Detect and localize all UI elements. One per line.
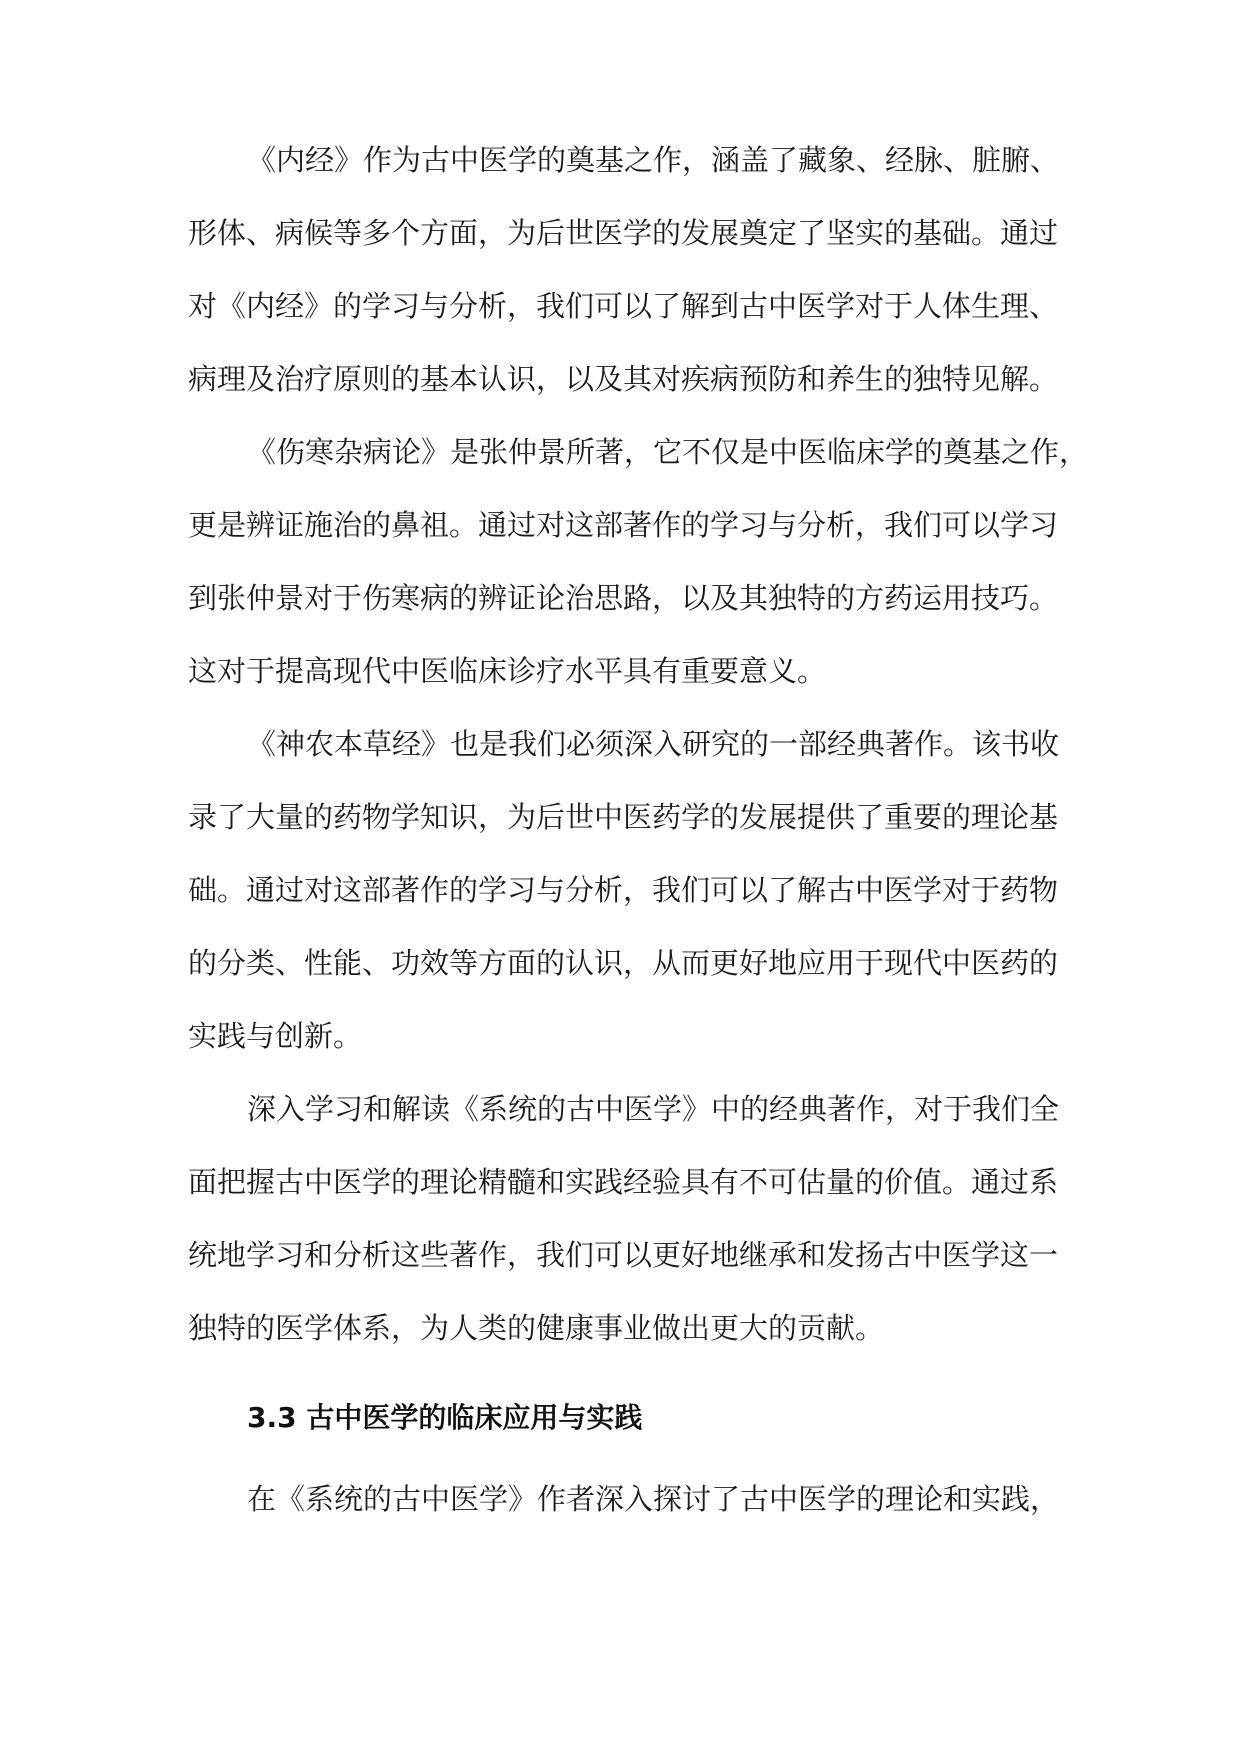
paragraph-3-line-3: 础。通过对这部著作的学习与分析，我们可以了解古中医学对于药物 <box>188 873 1059 907</box>
paragraph-1-line-4: 病理及治疗原则的基本认识，以及其对疾病预防和养生的独特见解。 <box>188 362 1059 396</box>
paragraph-4-line-1: 深入学习和解读《系统的古中医学》中的经典著作，对于我们全 <box>247 1092 1060 1126</box>
paragraph-3-line-5: 实践与创新。 <box>188 1019 363 1053</box>
section-paragraph-line-1: 在《系统的古中医学》作者深入探讨了古中医学的理论和实践， <box>247 1482 1060 1516</box>
paragraph-2-line-2: 更是辨证施治的鼻祖。通过对这部著作的学习与分析，我们可以学习 <box>188 508 1059 542</box>
paragraph-3-line-4: 的分类、性能、功效等方面的认识，从而更好地应用于现代中医药的 <box>188 946 1059 980</box>
paragraph-1-line-3: 对《内经》的学习与分析，我们可以了解到古中医学对于人体生理、 <box>188 289 1059 323</box>
paragraph-4-line-4: 独特的医学体系，为人类的健康事业做出更大的贡献。 <box>188 1311 885 1345</box>
paragraph-4-line-2: 面把握古中医学的理论精髓和实践经验具有不可估量的价值。通过系 <box>188 1165 1059 1199</box>
paragraph-1-line-1: 《内经》作为古中医学的奠基之作，涵盖了藏象、经脉、脏腑、 <box>247 143 1060 177</box>
paragraph-2-line-3: 到张仲景对于伤寒病的辨证论治思路，以及其独特的方药运用技巧。 <box>188 581 1059 615</box>
paragraph-2-line-1: 《伤寒杂病论》是张仲景所著，它不仅是中医临床学的奠基之作， <box>247 435 1089 469</box>
paragraph-4-line-3: 统地学习和分析这些著作，我们可以更好地继承和发扬古中医学这一 <box>188 1238 1059 1272</box>
paragraph-2-line-4: 这对于提高现代中医临床诊疗水平具有重要意义。 <box>188 654 827 688</box>
paragraph-3-line-2: 录了大量的药物学知识，为后世中医药学的发展提供了重要的理论基 <box>188 800 1059 834</box>
paragraph-3-line-1: 《神农本草经》也是我们必须深入研究的一部经典著作。该书收 <box>247 727 1060 761</box>
paragraph-1-line-2: 形体、病候等多个方面，为后世医学的发展奠定了坚实的基础。通过 <box>188 216 1059 250</box>
section-heading: 3.3 古中医学的临床应用与实践 <box>247 1401 643 1434</box>
